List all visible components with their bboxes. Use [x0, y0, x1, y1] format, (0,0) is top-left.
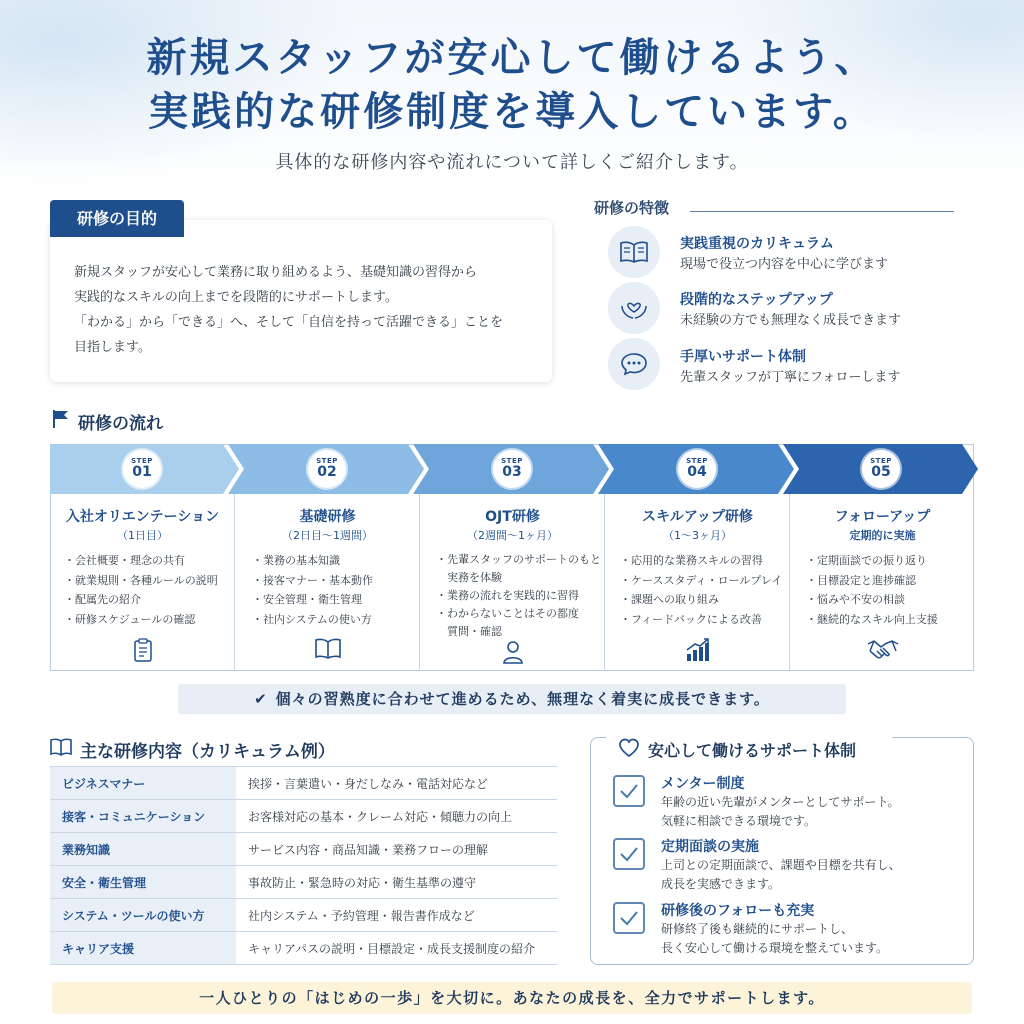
open-book-icon: [235, 638, 420, 664]
purpose-tag: 研修の目的: [50, 200, 184, 237]
step-number: 03: [502, 464, 522, 480]
content-cell: キャリアパスの説明・目標設定・成長支援制度の紹介: [236, 932, 557, 965]
handshake-icon: [790, 638, 975, 664]
hero-title-line2: 実践的な研修制度を導入しています。: [148, 89, 876, 135]
step-item: ・フィードバックによる改善: [620, 612, 762, 626]
checkbox-icon: [613, 838, 645, 870]
growth-chart-icon: [605, 638, 790, 664]
step-badge: [493, 450, 531, 488]
support-title: 安心して働けるサポート体制: [648, 741, 857, 760]
flow-note: [178, 684, 846, 714]
step-item: ・配属先の紹介: [64, 593, 141, 606]
support-head: 研修後のフォローも充実: [661, 903, 815, 919]
features-divider: [690, 211, 954, 212]
step-title: スキルアップ研修: [642, 509, 753, 525]
step-item: ・研修スケジュールの確認: [64, 612, 196, 626]
step-items: [806, 551, 978, 629]
step-number: 05: [871, 464, 891, 480]
step-item: 実務を体験: [436, 571, 502, 584]
purpose-text: [74, 260, 534, 360]
content-cell: サービス内容・商品知識・業務フローの理解: [236, 833, 557, 866]
feature-head: 段階的なステップアップ: [680, 292, 833, 308]
step-period: （2週間〜1ヶ月）: [467, 529, 558, 542]
book-icon: [608, 226, 660, 278]
step-items: [436, 551, 608, 641]
step-item: ・先輩スタッフのサポートのもと: [436, 553, 601, 566]
heart-icon: [618, 738, 640, 762]
check-icon: ✔: [254, 690, 268, 708]
step-title: 基礎研修: [299, 509, 356, 525]
support-line: 成長を実感できます。: [661, 877, 781, 891]
chat-bubble-icon: [608, 338, 660, 390]
step-badge: [678, 450, 716, 488]
step-item: 質問・確認: [436, 625, 502, 638]
flow-note-text: 個々の習熟度に合わせて進めるため、無理なく着実に成長できます。: [275, 690, 770, 708]
purpose-line: 「わかる」から「できる」へ、そして「自信を持って活躍できる」ことを: [74, 315, 504, 330]
table-row: [50, 767, 557, 800]
step-period: （2日目〜1週間）: [282, 529, 373, 542]
feature-desc: 先輩スタッフが丁寧にフォローします: [680, 370, 901, 385]
table-row: [50, 932, 557, 965]
support-line: 研修終了後も継続的にサポートし、: [661, 922, 854, 936]
step-period: （1日目）: [117, 529, 168, 542]
category-cell: 安全・衛生管理: [50, 866, 236, 899]
step-badge: [123, 450, 161, 488]
clipboard-icon: [50, 638, 235, 664]
step-number: 01: [132, 464, 152, 480]
step-period: （1〜3ヶ月）: [663, 529, 732, 542]
step-item: ・目標設定と進捗確認: [806, 573, 916, 587]
support-head: メンター制度: [661, 776, 745, 792]
support-line: 上司との定期面談で、課題や目標を共有し、: [661, 858, 901, 872]
table-row: [50, 866, 557, 899]
content-cell: 事故防止・緊急時の対応・衛生基準の遵守: [236, 866, 557, 899]
purpose-line: 新規スタッフが安心して業務に取り組めるよう、基礎知識の習得から: [74, 265, 478, 280]
step-item: ・社内システムの使い方: [252, 612, 372, 626]
support-desc: [661, 793, 899, 831]
content-cell: 社内システム・予約管理・報告書作成など: [236, 899, 557, 932]
step-title: 入社オリエンテーション: [65, 509, 220, 525]
step-label: STEP: [316, 457, 338, 465]
person-icon: [420, 640, 605, 666]
purpose-line: 目指します。: [74, 340, 151, 355]
feature-desc: 未経験の方でも無理なく成長できます: [680, 313, 902, 328]
curriculum-title: 主な研修内容（カリキュラム例）: [80, 742, 335, 762]
feature-head: 手厚いサポート体制: [680, 349, 806, 365]
step-item: ・業務の流れを実践的に習得: [436, 589, 579, 602]
support-line: 長く安心して働ける環境を整えています。: [661, 941, 889, 955]
step-badge: [308, 450, 346, 488]
step-item: ・応用的な業務スキルの習得: [620, 554, 763, 567]
step-item: ・わからないことはその都度: [436, 607, 579, 620]
table-row: [50, 899, 557, 932]
heart-hands-icon: [608, 282, 660, 334]
step-item: ・定期面談での振り返り: [806, 554, 927, 567]
checkbox-icon: [613, 775, 645, 807]
category-cell: 接客・コミュニケーション: [50, 800, 236, 833]
step-item: ・会社概要・理念の共有: [64, 554, 185, 567]
hero-subtitle: 具体的な研修内容や流れについて詳しくご紹介します。: [275, 152, 749, 173]
step-item: ・安全管理・衛生管理: [252, 593, 362, 606]
features-title: 研修の特徴: [594, 199, 670, 217]
hero-title-line1: 新規スタッフが安心して働けるよう、: [146, 35, 878, 81]
curriculum-table: [50, 766, 557, 965]
step-item: ・悩みや不安の相談: [806, 593, 905, 606]
step-items: [64, 551, 236, 629]
step-item: ・就業規則・各種ルールの説明: [64, 573, 218, 587]
step-title: OJT研修: [485, 509, 540, 525]
step-label: STEP: [131, 457, 153, 465]
step-item: ・課題への取り組み: [620, 593, 719, 606]
book-icon: [50, 738, 72, 760]
category-cell: 業務知識: [50, 833, 236, 866]
step-number: 02: [317, 464, 337, 480]
step-label: STEP: [501, 457, 523, 465]
step-items: [252, 551, 424, 629]
checkbox-icon: [613, 902, 645, 934]
content-cell: お客様対応の基本・クレーム対応・傾聴力の向上: [236, 800, 557, 833]
flow-title: 研修の流れ: [78, 414, 163, 434]
support-line: 年齢の近い先輩がメンターとしてサポート。: [661, 795, 900, 809]
support-head: 定期面談の実施: [661, 839, 759, 855]
table-row: [50, 800, 557, 833]
support-desc: [661, 920, 888, 958]
support-desc: [661, 856, 901, 894]
feature-head: 実践重視のカリキュラム: [680, 236, 834, 252]
footer-message: 一人ひとりの「はじめの一歩」を大切に。あなたの成長を、全力でサポートします。: [52, 982, 972, 1014]
step-item: ・接客マナー・基本動作: [252, 573, 373, 587]
step-number: 04: [687, 464, 707, 480]
flag-icon: [52, 409, 70, 433]
support-line: 気軽に相談できる環境です。: [661, 814, 817, 828]
step-title: フォローアップ: [834, 509, 931, 525]
step-item: ・業務の基本知識: [252, 554, 340, 567]
category-cell: ビジネスマナー: [50, 767, 236, 800]
purpose-line: 実践的なスキルの向上までを段階的にサポートします。: [74, 290, 398, 305]
content-cell: 挨拶・言葉遣い・身だしなみ・電話対応など: [236, 767, 557, 800]
step-item: ・継続的なスキル向上支援: [806, 612, 938, 626]
step-items: [620, 551, 792, 629]
category-cell: システム・ツールの使い方: [50, 899, 236, 932]
step-badge: [862, 450, 900, 488]
table-row: [50, 833, 557, 866]
category-cell: キャリア支援: [50, 932, 236, 965]
step-label: STEP: [686, 457, 708, 465]
feature-desc: 現場で役立つ内容を中心に学びます: [680, 257, 889, 272]
step-item: ・ケーススタディ・ロールプレイ: [620, 573, 783, 587]
step-label: STEP: [870, 457, 892, 465]
step-period: 定期的に実施: [849, 529, 916, 542]
